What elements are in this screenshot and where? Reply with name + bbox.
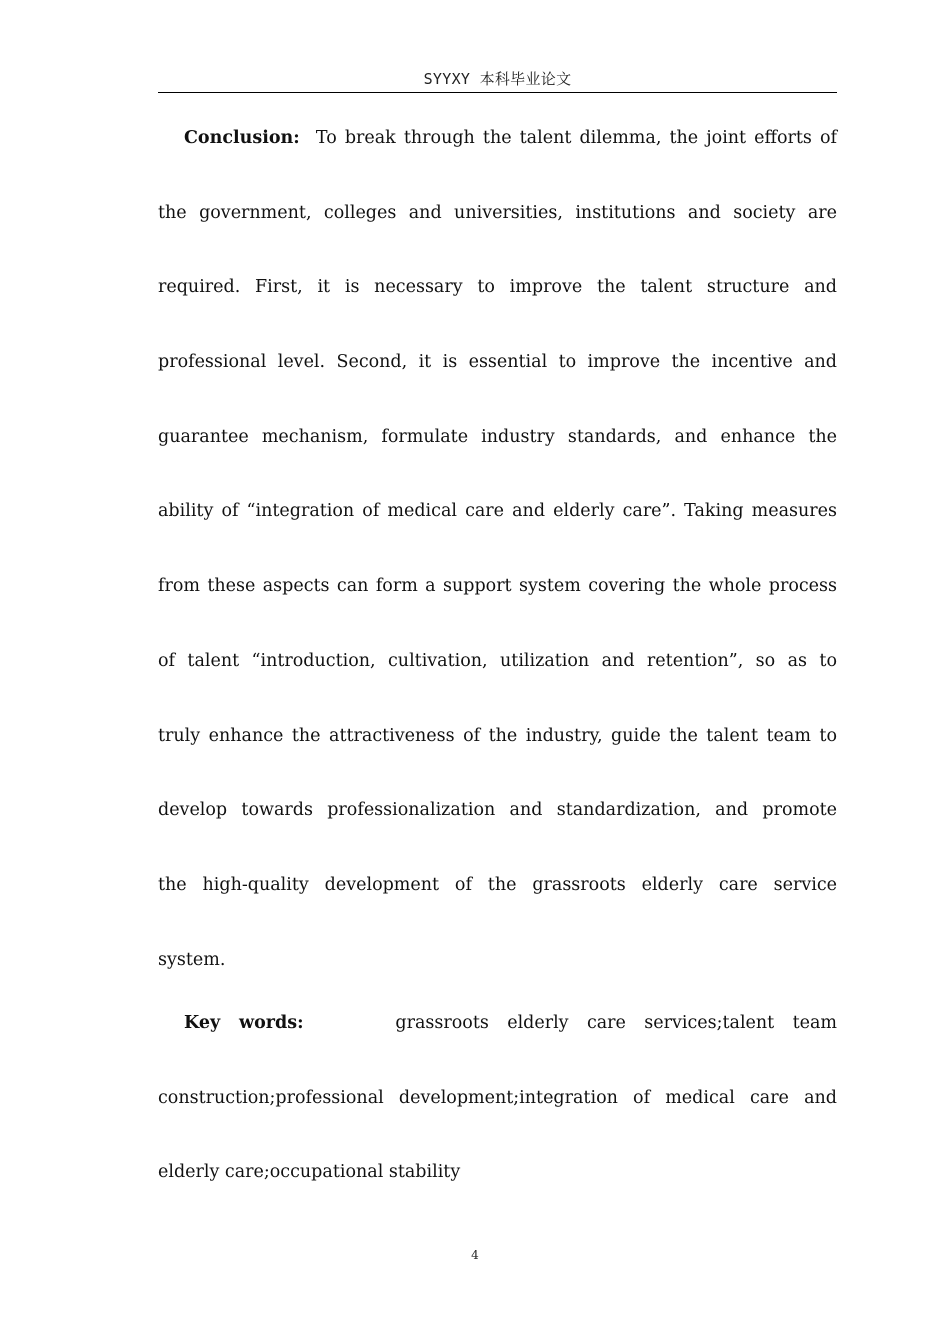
page-number: 4 (471, 1248, 479, 1262)
conclusion-line: the high-quality development of the grassroots elderly care service (158, 874, 837, 895)
conclusion-line: system. (158, 949, 226, 970)
keywords-paragraph (158, 1012, 837, 1236)
conclusion-line: develop towards professionalization and standardization, and promote (158, 800, 837, 821)
conclusion-line: guarantee mechanism, formulate industry standards, and enhance the (158, 426, 837, 447)
page-header (158, 68, 837, 93)
conclusion-line: ability of “integration of medical care and elderly care”. Taking measures (158, 501, 837, 522)
conclusion-line: the government, colleges and universities, institutions and society are (158, 202, 837, 223)
conclusion-line: professional level. Second, it is essential to improve the incentive and (158, 352, 837, 373)
keywords-label: Key words: (184, 1013, 304, 1033)
conclusion-line: truly enhance the attractiveness of the industry, guide the talent team to (158, 725, 837, 746)
conclusion-label: Conclusion: (184, 128, 300, 148)
conclusion-line: required. First, it is necessary to improve the talent structure and (158, 277, 837, 298)
keywords-line (158, 1012, 837, 1087)
conclusion-line: of talent “introduction, cultivation, utilization and retention”, so as to (158, 650, 837, 671)
conclusion-paragraph (158, 127, 837, 1023)
keywords-line: construction;professional development;integration of medical care and (158, 1087, 837, 1108)
conclusion-line: from these aspects can form a support system covering the whole process (158, 576, 837, 597)
keywords-line: elderly care;occupational stability (158, 1162, 461, 1183)
thesis-header-title: SYYXY 本科毕业论文 (423, 70, 572, 88)
keywords-text: grassroots elderly care services;talent team (395, 1013, 837, 1033)
conclusion-line (158, 127, 837, 202)
conclusion-text: To break through the talent dilemma, the joint efforts of (315, 128, 837, 148)
